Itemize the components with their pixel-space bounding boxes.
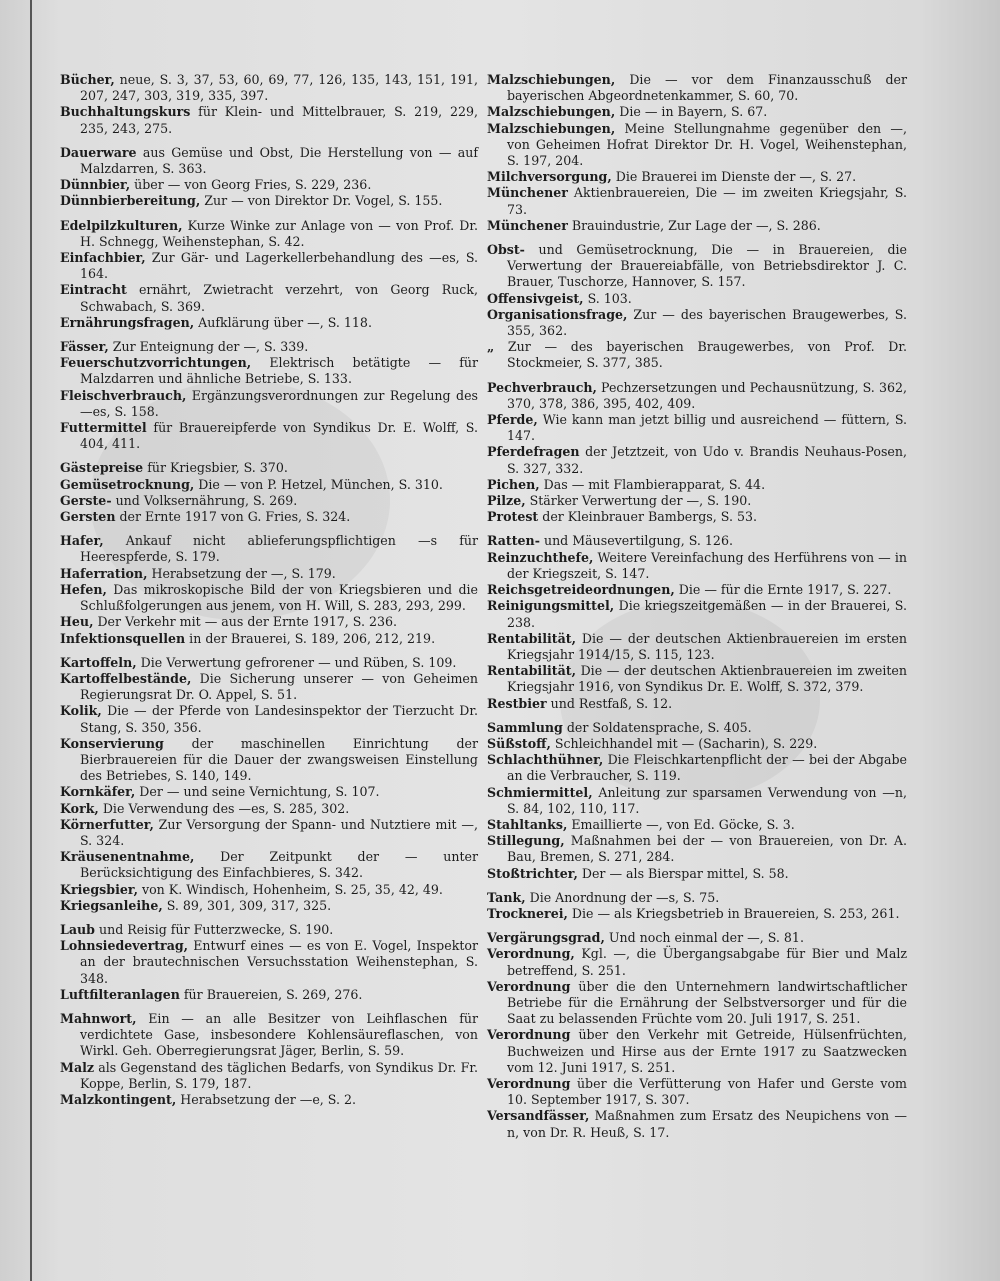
index-entry [487,979,907,1028]
index-entry-text: und Volksernährung, S. 269. [111,492,298,508]
index-entry-text: Kurze Winke zur Anlage von — von Prof. Dr. H. Schnegg, Weihenstephan, S. 42. [80,217,478,249]
index-keyword: Bücher, [60,72,115,87]
index-entry-text: Die Fleischkartenpflicht der — bei der Abgabe an die Verbraucher, S. 119. [507,752,907,784]
index-keyword: Malzschiebungen, [487,120,616,136]
index-entry [60,509,478,525]
index-entry-text: Der — und seine Vernichtung, S. 107. [135,784,380,800]
index-keyword: Pferde, [487,412,538,428]
index-entry [487,121,907,170]
index-entry [487,185,907,217]
index-keyword: Dünnbier, [60,177,131,193]
index-keyword: Kartoffeln, [60,654,137,670]
index-keyword: Vergärungsgrad, [487,930,605,946]
index-entry [60,104,478,136]
index-entry [60,493,478,509]
index-entry [60,282,478,314]
index-entry-text: S. 103. [583,290,632,306]
index-keyword: Versandfässer, [487,1108,590,1124]
index-keyword: Pichen, [487,476,540,492]
index-entry [60,566,478,582]
section-gap [60,1003,478,1011]
index-entry-text: Zur — des bayerischen Braugewerbes, S. 355, 362. [507,306,907,339]
index-entry [487,906,907,922]
index-entry-text: Ankauf nicht ablieferungspflichtigen —s für Heerespferde, S. 179. [80,533,478,565]
index-entry-text: neue, S. 3, 37, 53, 60, 69, 77, 126, 135, 143, 151, 191, 207, 247, 303, 319, 335, 397. [80,72,478,104]
index-entry [60,477,478,493]
index-entry-text: Der — als Bierspar mittel, S. 58. [577,865,789,881]
index-entry [487,218,907,234]
index-entry [60,655,478,671]
index-entry-text: der maschinellen Einrichtung der Bierbrauereien für die Dauer der zwangsweisen Einstellung des Betriebes, S. 140, 149. [80,735,478,784]
index-keyword: Körnerfutter, [60,816,154,832]
index-entry-text: für Kriegsbier, S. 370. [143,460,288,476]
index-keyword: Ratten- [487,533,540,549]
index-entry-text: Zur — von Direktor Dr. Vogel, S. 155. [200,193,443,209]
index-entry [60,315,478,331]
index-entry-text: über die den Unternehmern landwirtschaftlicher Betriebe für die Ernährung der Selbstversorger und für die Saat zu belassenden Früchte vom 20. Juli 1917, S. 251. [507,978,907,1027]
index-keyword: Rentabilität, [487,663,576,679]
index-entry [60,420,478,452]
index-keyword: Restbier [487,695,547,711]
index-keyword: Pilze, [487,493,526,509]
index-entry-text: Zur Gär- und Lagerkellerbehandlung des —es, S. 164. [80,250,478,282]
index-keyword: Edelpilzkulturen, [60,217,183,233]
index-entry-text: S. 89, 301, 309, 317, 325. [162,897,332,913]
index-entry-text: über die Verfütterung von Hafer und Gerste vom 10. September 1917, S. 307. [507,1075,907,1108]
section-gap [60,331,478,339]
index-keyword: Eintracht [60,282,127,298]
index-entry [60,736,478,785]
index-entry [60,582,478,614]
index-entry-text: Die Sicherung unserer — von Geheimen Regierungsrat Dr. O. Appel, S. 51. [80,670,478,703]
index-entry [487,533,907,549]
index-keyword: Schlachthühner, [487,752,604,768]
section-gap [487,712,907,720]
index-entry [60,801,478,817]
index-entry [487,1108,907,1140]
index-keyword: Konservierung [60,735,164,751]
index-entry-text: Die kriegszeitgemäßen — in der Brauerei, S. 238. [507,598,907,630]
index-keyword: Kolik, [60,703,102,719]
index-keyword: Rentabilität, [487,630,576,646]
index-entry-text: Die — der Pferde von Landesinspektor der Tierzucht Dr. Stang, S. 350, 356. [80,703,478,735]
index-keyword: Kräusenentnahme, [60,849,195,865]
index-keyword: Milchversorgung, [487,169,612,185]
index-entry-text: Die — für die Ernte 1917, S. 227. [674,582,892,598]
index-entry-text: Emaillierte —, von Ed. Göcke, S. 3. [567,816,795,832]
index-entry-text: Die — der deutschen Aktienbrauereien im ersten Kriegsjahr 1914/15, S. 115, 123. [507,630,907,662]
index-entry [60,631,478,647]
index-entry-text: Zur Enteignung der —, S. 339. [108,339,309,355]
index-entry [60,177,478,193]
index-entry [487,736,907,752]
index-entry [60,784,478,800]
index-entry-text: Die — als Kriegsbetrieb in Brauereien, S. 253, 261. [567,905,900,921]
index-entry-text: Entwurf eines — es von E. Vogel, Inspektor an der brautechnischen Versuchsstation Weihenstephan, S. 348. [80,938,478,986]
section-gap [60,137,478,145]
index-entry-text: der Soldatensprache, S. 405. [562,719,752,735]
index-entry-text: Die — vor dem Finanzausschuß der bayerischen Abgeordnetenkammer, S. 60, 70. [507,72,907,104]
index-entry [487,169,907,185]
index-entry [60,671,478,703]
index-keyword: Hefen, [60,581,107,597]
index-entry [60,849,478,881]
index-entry-text: Ein — an alle Besitzer von Leihflaschen für verdichtete Gase, insbesondere Kohlensäureflaschen, von Wirkl. Geh. Oberregierungsrat Jäger, Berlin, S. 59. [80,1010,478,1059]
index-entry [60,250,478,282]
section-gap [487,234,907,242]
index-entry [487,550,907,582]
index-entry-text: für Klein- und Mittelbrauer, S. 219, 229, 235, 243, 275. [80,104,478,136]
index-entry [487,412,907,444]
index-keyword: Kork, [60,800,99,816]
index-entry [487,339,907,371]
index-entry-text: Die Verwertung gefrorener — und Rüben, S. 109. [136,654,457,670]
index-entry-text: Herabsetzung der —, S. 179. [147,565,336,581]
binding-edge [30,0,32,1281]
index-entry [487,493,907,509]
index-entry [60,72,478,104]
index-keyword: Stahltanks, [487,816,568,832]
right-index-column [487,72,907,1141]
section-gap [487,882,907,890]
index-entry-text: der Kleinbrauer Bambergs, S. 53. [538,509,757,525]
index-entry-text: als Gegenstand des täglichen Bedarfs, von Syndikus Dr. Fr. Koppe, Berlin, S. 179, 187. [80,1059,478,1091]
index-entry-text: Aktienbrauereien, Die — im zweiten Kriegsjahr, S. 73. [507,185,907,217]
index-keyword: Gersten [60,509,116,525]
index-keyword: Fleischverbrauch, [60,387,187,403]
section-gap [487,922,907,930]
index-keyword: Einfachbier, [60,250,146,266]
index-entry [487,890,907,906]
index-keyword: Futtermittel [60,420,147,436]
index-entry [60,339,478,355]
index-keyword: Pferdefragen [487,444,580,460]
index-entry [60,882,478,898]
index-entry-text: der Jetztzeit, von Udo v. Brandis Neuhaus-Posen, S. 327, 332. [507,444,907,476]
index-entry-text: Pechzersetzungen und Pechausnützung, S. 362, 370, 378, 386, 395, 402, 409. [507,379,907,411]
index-entry [60,922,478,938]
index-entry-text: Die Brauerei im Dienste der —, S. 27. [611,169,857,185]
index-entry [60,193,478,209]
index-keyword: Mahnwort, [60,1010,137,1026]
index-keyword: Kornkäfer, [60,784,136,800]
index-entry-text: Maßnahmen zum Ersatz des Neupichens von —n, von Dr. R. Heuß, S. 17. [507,1108,907,1140]
index-entry-text: Und noch einmal der —, S. 81. [604,930,804,946]
index-keyword: Kriegsbier, [60,881,138,897]
index-entry-text: Die Verwendung des —es, S. 285, 302. [98,800,350,816]
index-keyword: Trocknerei, [487,905,568,921]
index-keyword: Münchener [487,217,568,233]
index-entry [60,987,478,1003]
index-entry-text: und Mäusevertilgung, S. 126. [539,533,733,549]
index-entry-text: über den Verkehr mit Getreide, Hülsenfrüchten, Buchweizen und Hirse aus der Ernte 1917 zu Saatzwecken vom 12. Juni 1917, S. 251. [507,1027,907,1075]
index-entry-text: Zur — des bayerischen Braugewerbes, von Prof. Dr. Stockmeier, S. 377, 385. [494,339,907,371]
index-keyword: Münchener [487,185,568,201]
index-entry [487,582,907,598]
index-keyword: Stillegung, [487,833,565,849]
index-entry [487,696,907,712]
index-keyword: Reinigungsmittel, [487,598,615,614]
index-keyword: Malzkontingent, [60,1091,177,1107]
index-keyword: Reinzuchthefe, [487,549,594,565]
index-entry [60,898,478,914]
index-entry-text: Elektrisch betätigte — für Malzdarren und ähnliche Betriebe, S. 133. [80,355,478,387]
section-gap [487,525,907,533]
index-keyword: Buchhaltungskurs [60,104,191,120]
index-entry-text: in der Brauerei, S. 189, 206, 212, 219. [185,630,436,646]
index-entry-text: Die — in Bayern, S. 67. [615,104,768,120]
index-entry [60,145,478,177]
index-entry [487,1027,907,1076]
index-entry [60,1060,478,1092]
index-keyword: Protest [487,509,539,525]
index-entry [487,509,907,525]
section-gap [60,210,478,218]
section-gap [60,647,478,655]
index-keyword: Gemüsetrocknung, [60,476,195,492]
index-keyword: Malzschiebungen, [487,72,616,87]
index-entry [487,946,907,978]
section-gap [60,452,478,460]
index-keyword: Organisationsfrage, [487,306,628,322]
index-keyword: Obst- [487,242,525,258]
index-entry-text: Herabsetzung der —e, S. 2. [176,1091,356,1107]
section-gap [60,914,478,922]
index-entry [487,1076,907,1108]
index-entry-text: für Brauereipferde von Syndikus Dr. E. Wolff, S. 404, 411. [80,420,478,452]
index-keyword: Heu, [60,614,94,630]
index-entry-text: Wie kann man jetzt billig und ausreichend — füttern, S. 147. [507,412,907,444]
index-entry-text: Der Verkehr mit — aus der Ernte 1917, S. 236. [93,614,398,630]
index-entry-text: Brauindustrie, Zur Lage der —, S. 286. [567,217,821,233]
index-entry-text: Meine Stellungnahme gegenüber den —, von Geheimen Hofrat Direktor Dr. H. Vogel, Weihenstephan, S. 197, 204. [507,120,907,169]
index-entry-text: Weitere Vereinfachung des Herführens von — in der Kriegszeit, S. 147. [507,549,907,581]
index-entry [60,388,478,420]
index-keyword: Gästepreise [60,460,144,476]
index-keyword: Hafer, [60,533,104,549]
index-entry-text: Die — der deutschen Aktienbrauereien im zweiten Kriegsjahr 1916, von Syndikus Dr. E. Wolff, S. 372, 379. [507,663,907,695]
index-entry [60,614,478,630]
index-entry [487,72,907,104]
index-entry [60,1011,478,1060]
index-keyword: Haferration, [60,565,148,581]
index-entry-text: Das — mit Flambierapparat, S. 44. [539,476,766,492]
index-keyword: Sammlung [487,719,563,735]
index-keyword: Tank, [487,889,526,905]
index-entry [487,291,907,307]
index-entry [60,460,478,476]
index-keyword: Pechverbrauch, [487,379,597,395]
index-entry-text: Maßnahmen bei der — von Brauereien, von Dr. A. Bau, Bremen, S. 271, 284. [507,833,907,865]
index-keyword: „ [487,339,495,355]
index-entry [487,720,907,736]
index-entry [487,752,907,784]
index-entry [60,218,478,250]
index-entry [487,307,907,339]
index-keyword: Luftfilteranlagen [60,986,180,1002]
index-entry [487,104,907,120]
index-entry-text: der Ernte 1917 von G. Fries, S. 324. [115,509,351,525]
index-keyword: Gerste- [60,492,112,508]
index-entry-text: Schleichhandel mit — (Sacharin), S. 229. [550,735,818,751]
index-entry [487,930,907,946]
index-entry-text: Der Zeitpunkt der — unter Berücksichtigung des Einfachbieres, S. 342. [80,849,478,881]
index-keyword: Schmiermittel, [487,784,593,800]
index-entry [487,631,907,663]
index-keyword: Offensivgeist, [487,290,584,306]
index-entry-text: für Brauereien, S. 269, 276. [179,986,363,1002]
index-entry [487,380,907,412]
index-entry [487,477,907,493]
section-gap [487,372,907,380]
index-entry-text: Zur Versorgung der Spann- und Nutztiere mit —, S. 324. [80,816,478,848]
index-entry [60,817,478,849]
index-entry [60,355,478,387]
section-gap [60,525,478,533]
index-entry-text: Anleitung zur sparsamen Verwendung von —n, S. 84, 102, 110, 117. [507,784,907,816]
index-entry-text: und Reisig für Futterzwecke, S. 190. [94,921,334,937]
left-index-column [60,72,478,1108]
index-entry-text: ernährt, Zwietracht verzehrt, von Georg Ruck, Schwabach, S. 369. [80,282,478,314]
index-entry-text: Ergänzungsverordnungen zur Regelung des —es, S. 158. [80,387,478,419]
index-entry [60,533,478,565]
index-entry [487,663,907,695]
index-entry-text: Die — von P. Hetzel, München, S. 310. [194,476,443,492]
index-keyword: Kartoffelbestände, [60,670,192,686]
index-keyword: Lohnsiedevertrag, [60,938,189,954]
index-entry-text: Stärker Verwertung der —, S. 190. [525,493,752,509]
index-entry-text: und Gemüsetrocknung, Die — in Brauereien, die Verwertung der Brauereiabfälle, von Betriebsdirektor J. C. Brauer, Tuschorze, Hannover, S. 157. [507,242,907,290]
index-entry [60,703,478,735]
index-entry [487,242,907,291]
index-entry-text: aus Gemüse und Obst, Die Herstellung von — auf Malzdarren, S. 363. [80,144,478,177]
index-entry [487,833,907,865]
index-keyword: Verordnung [487,978,571,994]
index-keyword: Verordnung, [487,946,575,962]
index-entry-text: Aufklärung über —, S. 118. [194,314,372,330]
index-entry [487,444,907,476]
index-keyword: Malzschiebungen, [487,104,616,120]
index-entry-text: Kgl. —, die Übergangsabgabe für Bier und Malz betreffend, S. 251. [507,946,907,978]
index-entry-text: über — von Georg Fries, S. 229, 236. [130,177,372,193]
index-keyword: Kriegsanleihe, [60,897,163,913]
index-keyword: Dauerware [60,144,137,160]
index-keyword: Süßstoff, [487,735,551,751]
index-entry [487,817,907,833]
index-keyword: Stoßtrichter, [487,865,578,881]
index-entry [60,938,478,987]
index-entry-text: von K. Windisch, Hohenheim, S. 25, 35, 42, 49. [137,881,443,897]
index-keyword: Feuerschutzvorrichtungen, [60,355,252,371]
index-entry-text: Die Anordnung der —s, S. 75. [525,889,720,905]
index-keyword: Infektionsquellen [60,630,186,646]
index-keyword: Ernährungsfragen, [60,314,195,330]
index-keyword: Reichsgetreideordnungen, [487,582,675,598]
index-entry [487,598,907,630]
index-entry [60,1092,478,1108]
index-keyword: Dünnbierbereitung, [60,193,201,209]
index-entry-text: Das mikroskopische Bild der von Kriegsbieren und die Schlußfolgerungen aus jenem, von H. Will, S. 283, 293, 299. [80,581,478,614]
index-keyword: Fässer, [60,339,109,355]
index-keyword: Laub [60,921,95,937]
index-keyword: Verordnung [487,1075,571,1091]
index-entry [487,866,907,882]
index-keyword: Verordnung [487,1027,571,1043]
index-keyword: Malz [60,1059,95,1075]
index-entry [487,785,907,817]
index-entry-text: und Restfaß, S. 12. [546,695,673,711]
